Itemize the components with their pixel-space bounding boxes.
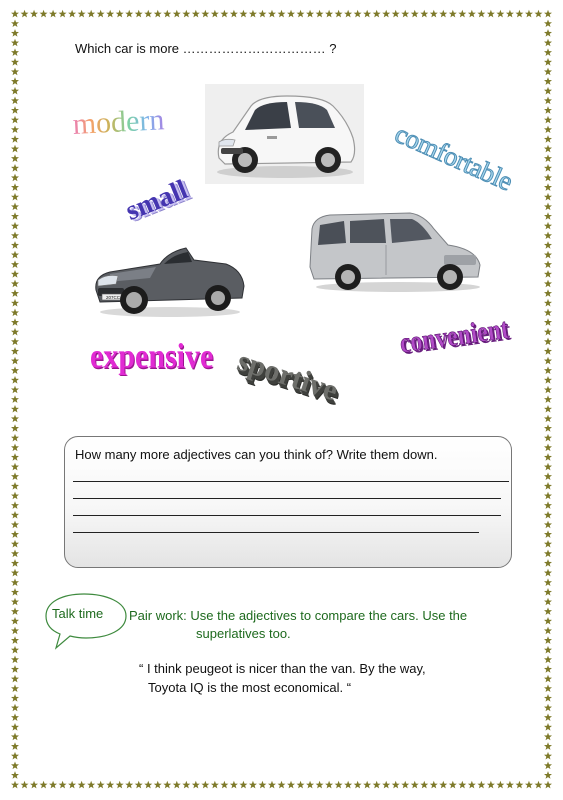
border-star xyxy=(11,713,19,721)
border-star xyxy=(11,68,19,76)
border-star xyxy=(354,10,362,18)
border-star xyxy=(544,299,552,307)
border-star xyxy=(11,646,19,654)
border-star xyxy=(11,511,19,519)
border-star xyxy=(11,183,19,191)
border-star xyxy=(11,453,19,461)
border-star xyxy=(468,10,476,18)
border-star xyxy=(68,10,76,18)
border-star xyxy=(544,222,552,230)
border-star xyxy=(182,781,190,789)
border-star xyxy=(515,10,523,18)
border-star xyxy=(544,665,552,673)
adjective-sportive: sportive xyxy=(233,344,342,408)
border-star xyxy=(11,434,19,442)
border-star xyxy=(449,10,457,18)
border-star xyxy=(544,231,552,239)
adjective-small: small xyxy=(121,174,193,227)
border-star xyxy=(544,39,552,47)
border-star xyxy=(335,781,343,789)
writing-instruction: How many more adjectives can you think of? Write them down. xyxy=(75,447,438,462)
border-star xyxy=(11,656,19,664)
border-star xyxy=(544,212,552,220)
border-star xyxy=(11,309,19,317)
border-star xyxy=(11,588,19,596)
border-star xyxy=(544,77,552,85)
border-star xyxy=(201,781,209,789)
border-star xyxy=(11,752,19,760)
border-star xyxy=(11,328,19,336)
border-star xyxy=(258,10,266,18)
border-star xyxy=(11,366,19,374)
border-star xyxy=(11,598,19,606)
border-star xyxy=(477,10,485,18)
border-star xyxy=(496,781,504,789)
border-star xyxy=(11,501,19,509)
border-star xyxy=(506,10,514,18)
border-star xyxy=(11,665,19,673)
border-star xyxy=(544,627,552,635)
border-star xyxy=(268,781,276,789)
border-star xyxy=(135,781,143,789)
border-star xyxy=(420,10,428,18)
border-star xyxy=(544,116,552,124)
border-star xyxy=(11,559,19,567)
border-star xyxy=(544,694,552,702)
border-star xyxy=(21,781,29,789)
border-star xyxy=(544,675,552,683)
border-star xyxy=(11,212,19,220)
border-star xyxy=(11,733,19,741)
border-star xyxy=(11,116,19,124)
border-star xyxy=(544,656,552,664)
border-star xyxy=(87,10,95,18)
border-star xyxy=(230,781,238,789)
border-star xyxy=(544,482,552,490)
border-star xyxy=(249,10,257,18)
border-star xyxy=(544,781,552,789)
border-star xyxy=(11,231,19,239)
border-star xyxy=(363,781,371,789)
border-star xyxy=(11,723,19,731)
border-star xyxy=(11,280,19,288)
border-star xyxy=(420,781,428,789)
border-star xyxy=(11,636,19,644)
border-star xyxy=(544,723,552,731)
border-star xyxy=(30,10,38,18)
border-star xyxy=(439,781,447,789)
border-star xyxy=(11,694,19,702)
border-star xyxy=(249,781,257,789)
border-star xyxy=(544,598,552,606)
border-star xyxy=(544,164,552,172)
border-star xyxy=(544,280,552,288)
border-star xyxy=(544,203,552,211)
border-star xyxy=(154,10,162,18)
border-star xyxy=(544,309,552,317)
border-star xyxy=(192,10,200,18)
border-star xyxy=(11,48,19,56)
border-star xyxy=(544,569,552,577)
border-star xyxy=(544,135,552,143)
border-star xyxy=(534,10,542,18)
border-star xyxy=(239,10,247,18)
border-star xyxy=(544,771,552,779)
border-star xyxy=(30,781,38,789)
border-star xyxy=(401,10,409,18)
border-star xyxy=(525,10,533,18)
border-star xyxy=(544,58,552,66)
border-star xyxy=(363,10,371,18)
question-prompt: Which car is more …………………………… ? xyxy=(75,41,337,56)
speech-bubble-icon xyxy=(44,592,130,652)
border-star xyxy=(430,781,438,789)
border-star xyxy=(278,10,286,18)
border-star xyxy=(468,781,476,789)
border-star xyxy=(11,550,19,558)
border-star xyxy=(544,145,552,153)
writing-line-4[interactable] xyxy=(73,532,479,533)
border-star xyxy=(544,578,552,586)
border-star xyxy=(239,781,247,789)
border-star xyxy=(544,10,552,18)
border-star xyxy=(201,10,209,18)
border-star xyxy=(11,472,19,480)
border-star xyxy=(306,10,314,18)
border-star xyxy=(325,10,333,18)
border-star xyxy=(544,328,552,336)
border-star xyxy=(11,318,19,326)
border-star xyxy=(544,260,552,268)
adjective-modern: modern xyxy=(71,103,166,141)
talk-time-label: Talk time xyxy=(52,606,104,621)
border-star xyxy=(544,742,552,750)
border-star xyxy=(11,251,19,259)
border-star xyxy=(544,501,552,509)
border-star xyxy=(49,781,57,789)
border-star xyxy=(163,781,171,789)
border-star xyxy=(411,10,419,18)
border-star xyxy=(11,347,19,355)
border-star xyxy=(544,386,552,394)
border-star xyxy=(373,10,381,18)
border-star xyxy=(544,193,552,201)
border-star xyxy=(544,713,552,721)
border-star xyxy=(21,10,29,18)
border-star xyxy=(515,781,523,789)
border-star xyxy=(11,135,19,143)
border-star xyxy=(544,463,552,471)
border-star xyxy=(544,434,552,442)
border-star xyxy=(544,607,552,615)
border-star xyxy=(544,550,552,558)
border-star xyxy=(544,530,552,538)
border-star xyxy=(544,424,552,432)
border-star xyxy=(544,366,552,374)
border-star xyxy=(354,781,362,789)
border-star xyxy=(68,781,76,789)
border-star xyxy=(59,781,67,789)
border-star xyxy=(544,87,552,95)
border-star xyxy=(544,376,552,384)
border-star xyxy=(11,39,19,47)
border-star xyxy=(544,357,552,365)
border-star xyxy=(373,781,381,789)
writing-line-1[interactable] xyxy=(73,481,509,482)
writing-line-2[interactable] xyxy=(73,498,501,499)
border-star xyxy=(125,781,133,789)
border-star xyxy=(78,781,86,789)
border-star xyxy=(287,781,295,789)
border-star xyxy=(11,299,19,307)
pair-work-instruction-line-2: superlatives too. xyxy=(196,626,291,641)
border-star xyxy=(401,781,409,789)
border-star xyxy=(11,578,19,586)
border-star xyxy=(220,781,228,789)
border-star xyxy=(11,521,19,529)
border-star xyxy=(316,10,324,18)
border-star xyxy=(544,270,552,278)
border-star xyxy=(11,569,19,577)
border-star xyxy=(11,270,19,278)
car-image-toyota-iq xyxy=(205,84,364,184)
border-star xyxy=(325,781,333,789)
border-star xyxy=(11,540,19,548)
border-star xyxy=(211,10,219,18)
border-star xyxy=(544,125,552,133)
border-star xyxy=(11,463,19,471)
border-star xyxy=(11,193,19,201)
border-star xyxy=(392,10,400,18)
border-star xyxy=(544,511,552,519)
border-star xyxy=(106,781,114,789)
adjective-convenient: convenient xyxy=(397,312,511,360)
border-star xyxy=(11,781,19,789)
border-star xyxy=(11,357,19,365)
border-star xyxy=(487,10,495,18)
border-star xyxy=(192,781,200,789)
border-star xyxy=(173,781,181,789)
adjective-expensive: expensive xyxy=(90,337,214,376)
border-star xyxy=(458,781,466,789)
border-star xyxy=(487,781,495,789)
border-star xyxy=(477,781,485,789)
border-star xyxy=(11,10,19,18)
border-star xyxy=(11,154,19,162)
border-star xyxy=(230,10,238,18)
border-star xyxy=(163,10,171,18)
border-star xyxy=(430,10,438,18)
border-star xyxy=(544,289,552,297)
border-star xyxy=(125,10,133,18)
border-star xyxy=(11,492,19,500)
writing-line-3[interactable] xyxy=(73,515,501,516)
border-star xyxy=(544,704,552,712)
border-star xyxy=(11,241,19,249)
border-star xyxy=(11,675,19,683)
border-star xyxy=(106,10,114,18)
border-star xyxy=(496,10,504,18)
border-star xyxy=(11,77,19,85)
border-star xyxy=(544,29,552,37)
border-star xyxy=(78,10,86,18)
border-star xyxy=(544,762,552,770)
border-star xyxy=(11,174,19,182)
border-star xyxy=(11,222,19,230)
border-star xyxy=(344,10,352,18)
border-star xyxy=(11,405,19,413)
border-star xyxy=(11,443,19,451)
border-star xyxy=(11,762,19,770)
border-star xyxy=(544,251,552,259)
border-star xyxy=(335,10,343,18)
border-star xyxy=(135,10,143,18)
border-star xyxy=(544,68,552,76)
border-star xyxy=(11,376,19,384)
border-star xyxy=(97,781,105,789)
border-star xyxy=(287,10,295,18)
border-star xyxy=(344,781,352,789)
border-star xyxy=(11,106,19,114)
border-star xyxy=(544,174,552,182)
border-star xyxy=(11,58,19,66)
border-star xyxy=(11,203,19,211)
border-star xyxy=(49,10,57,18)
border-star xyxy=(544,405,552,413)
border-star xyxy=(116,10,124,18)
license-plate: 207CC xyxy=(105,295,121,300)
border-star xyxy=(258,781,266,789)
border-star xyxy=(11,627,19,635)
border-star xyxy=(544,617,552,625)
border-star xyxy=(11,386,19,394)
border-star xyxy=(11,145,19,153)
border-star xyxy=(297,781,305,789)
border-star xyxy=(544,154,552,162)
border-star xyxy=(544,318,552,326)
border-star xyxy=(544,752,552,760)
border-star xyxy=(11,337,19,345)
border-star xyxy=(382,781,390,789)
border-star xyxy=(11,530,19,538)
border-star xyxy=(278,781,286,789)
border-star xyxy=(220,10,228,18)
border-star xyxy=(11,704,19,712)
example-quote-line-1: “ I think peugeot is nicer than the van. By the way, xyxy=(139,661,426,676)
border-star xyxy=(544,684,552,692)
border-star xyxy=(439,10,447,18)
car-image-minivan xyxy=(306,209,484,295)
border-star xyxy=(544,48,552,56)
border-star xyxy=(544,97,552,105)
border-star xyxy=(544,521,552,529)
border-star xyxy=(544,106,552,114)
border-star xyxy=(211,781,219,789)
border-star xyxy=(11,424,19,432)
border-star xyxy=(11,260,19,268)
border-star xyxy=(11,125,19,133)
border-star xyxy=(268,10,276,18)
border-star xyxy=(306,781,314,789)
border-star xyxy=(544,183,552,191)
border-star xyxy=(534,781,542,789)
border-star xyxy=(411,781,419,789)
adjective-comfortable: comfortable xyxy=(390,118,517,197)
border-star xyxy=(544,395,552,403)
border-star xyxy=(544,646,552,654)
border-star xyxy=(11,684,19,692)
border-star xyxy=(11,29,19,37)
border-star xyxy=(544,733,552,741)
border-star xyxy=(297,10,305,18)
border-star xyxy=(11,289,19,297)
border-star xyxy=(40,781,48,789)
border-star xyxy=(316,781,324,789)
border-star xyxy=(11,482,19,490)
border-star xyxy=(11,87,19,95)
border-star xyxy=(11,607,19,615)
border-star xyxy=(544,588,552,596)
border-star xyxy=(392,781,400,789)
border-star xyxy=(11,415,19,423)
border-star xyxy=(11,97,19,105)
border-star xyxy=(544,559,552,567)
border-star xyxy=(544,347,552,355)
border-star xyxy=(40,10,48,18)
pair-work-instruction-line-1: Pair work: Use the adjectives to compare the cars. Use the xyxy=(129,608,468,623)
car-image-peugeot-convertible xyxy=(90,234,248,320)
border-star xyxy=(11,164,19,172)
border-star xyxy=(173,10,181,18)
border-star xyxy=(11,771,19,779)
border-star xyxy=(544,19,552,27)
border-star xyxy=(11,19,19,27)
border-star xyxy=(59,10,67,18)
border-star xyxy=(544,472,552,480)
border-star xyxy=(544,241,552,249)
border-star xyxy=(449,781,457,789)
border-star xyxy=(544,540,552,548)
border-star xyxy=(116,781,124,789)
border-star xyxy=(544,492,552,500)
border-star xyxy=(11,395,19,403)
border-star xyxy=(544,443,552,451)
border-star xyxy=(544,453,552,461)
border-star xyxy=(144,781,152,789)
border-star xyxy=(97,10,105,18)
border-star xyxy=(11,742,19,750)
border-star xyxy=(382,10,390,18)
border-star xyxy=(544,415,552,423)
border-star xyxy=(525,781,533,789)
border-star xyxy=(11,617,19,625)
border-star xyxy=(544,337,552,345)
border-star xyxy=(544,636,552,644)
border-star xyxy=(154,781,162,789)
border-star xyxy=(182,10,190,18)
border-star xyxy=(506,781,514,789)
border-star xyxy=(458,10,466,18)
border-star xyxy=(144,10,152,18)
example-quote-line-2: Toyota IQ is the most economical. “ xyxy=(148,680,352,695)
border-star xyxy=(87,781,95,789)
